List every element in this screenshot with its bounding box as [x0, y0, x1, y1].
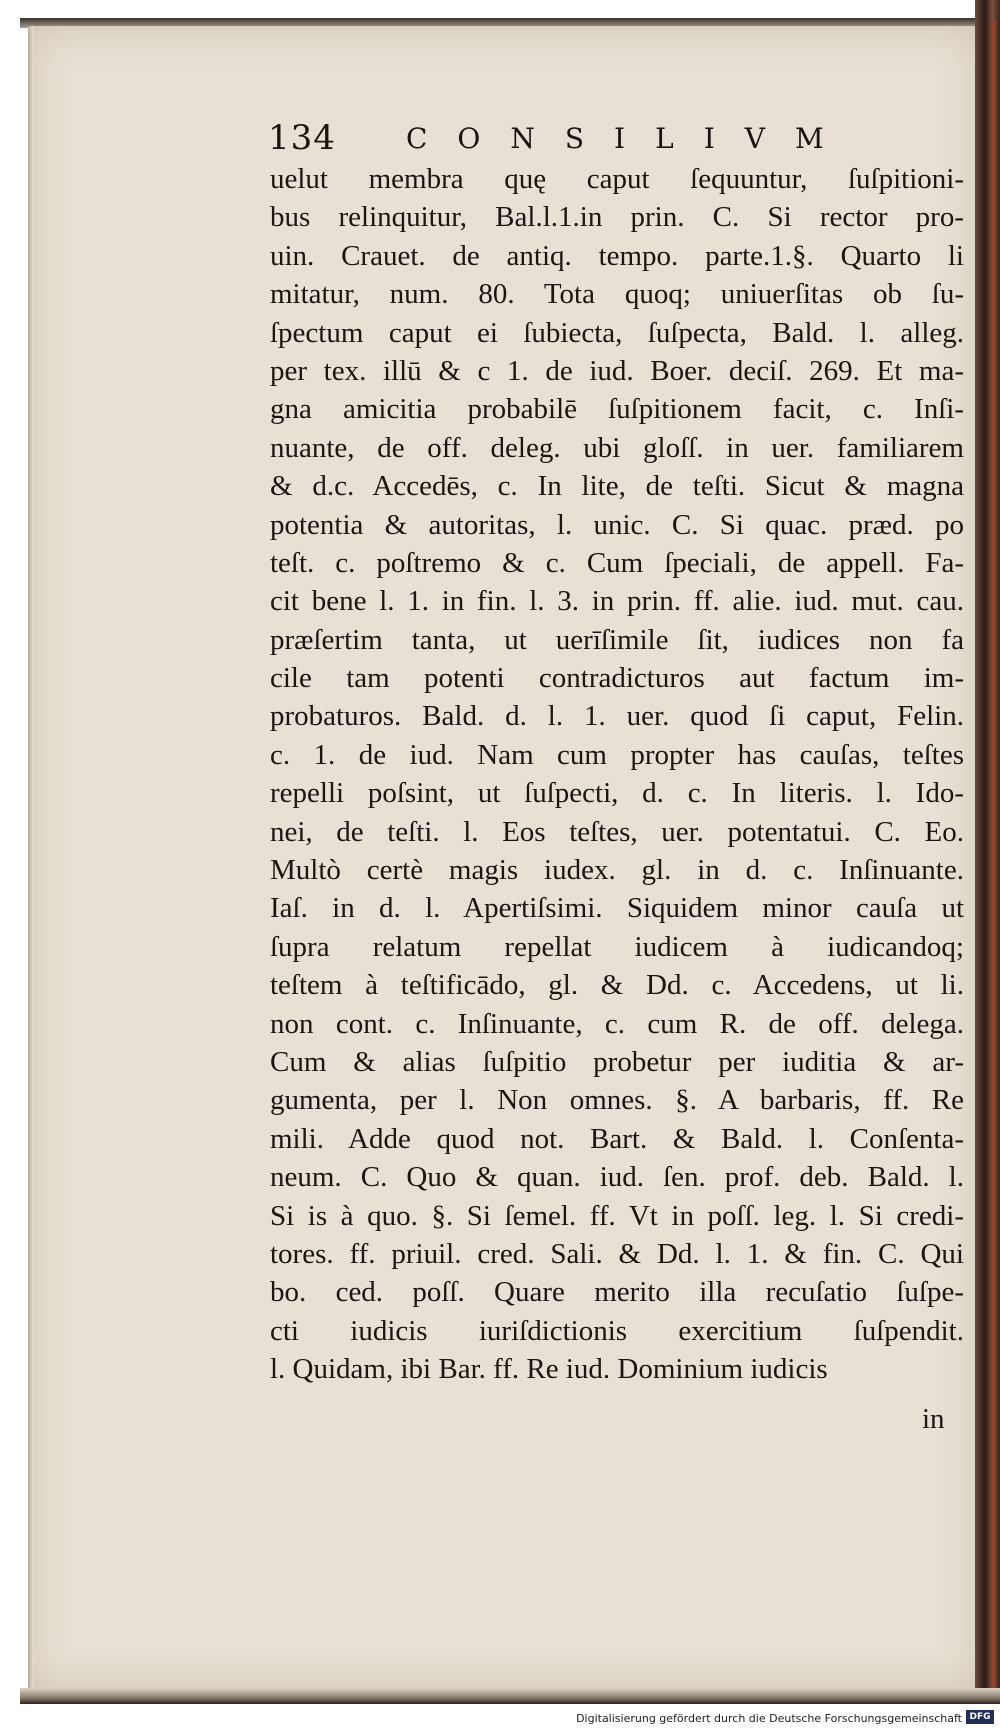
text-line: ſpectum caput ei ſubiecta, ſuſpecta, Bald. l. alleg. [270, 316, 964, 349]
text-line: uin. Crauet. de antiq. tempo. parte.1.§. Quarto li [270, 239, 964, 272]
text-line: non cont. c. Inſinuante, c. cum R. de off. delega. [270, 1007, 964, 1040]
text-line: cile tam potenti contradicturos aut factum im- [270, 662, 964, 695]
text-line: per tex. illū & c 1. de iud. Boer. deciſ. 269. Et ma- [270, 354, 964, 387]
text-line: uelut membra quę caput ſequuntur, ſuſpitioni- [270, 163, 964, 195]
digitization-credit: Digitalisierung gefördert durch die Deutsche Forschungsgemeinschaft [576, 1712, 962, 1725]
text-line: teſt. c. poſtremo & c. Cum ſpeciali, de appell. Fa- [270, 546, 964, 579]
text-line: Iaſ. in d. l. Apertiſsimi. Siquidem minor cauſa ut [270, 892, 964, 925]
text-line: mitatur, num. 80. Tota quoq; uniuerſitas ob ſu- [270, 278, 964, 311]
text-line: Si is à quo. §. Si ſemel. ff. Vt in poſſ. leg. l. Si credi- [270, 1199, 964, 1232]
text-line: l. Quidam, ibi Bar. ff. Re iud. Dominium iudicis [270, 1353, 828, 1386]
text-line: præſertim tanta, ut uerīſimile ſit, iudices non fa [270, 623, 964, 656]
text-line: c. 1. de iud. Nam cum propter has cauſas, teſtes [270, 738, 964, 771]
text-line: bo. ced. poſſ. Quare merito illa recuſatio ſuſpe- [270, 1276, 964, 1309]
page-left-edge [28, 26, 34, 1690]
text-line: teſtem à teſtificādo, gl. & Dd. c. Accedens, ut li. [270, 969, 964, 1002]
text-line: Cum & alias ſuſpitio probetur per iuditia & ar- [270, 1045, 964, 1078]
text-line: repelli poſsint, ut ſuſpecti, d. c. In literis. l. Ido- [270, 777, 964, 810]
text-line: ſupra relatum repellat iudicem à iudicandoq; [270, 930, 964, 963]
book-spine [975, 0, 1000, 1700]
body-text [270, 160, 970, 1389]
text-line: nei, de teſti. l. Eos teſtes, uer. potentatui. C. Eo. [270, 815, 964, 848]
text-line: gna amicitia probabilē ſuſpitionem facit, c. Inſi- [270, 393, 964, 426]
dfg-logo: DFG [966, 1710, 994, 1724]
running-head [268, 118, 868, 158]
page-number: 134 [268, 118, 336, 158]
text-line: & d.c. Accedēs, c. In lite, de teſti. Sicut & magna [270, 470, 964, 503]
running-head-title: CONSILIVM [406, 122, 854, 155]
text-line: cti iudicis iuriſdictionis exercitium ſuſpendit. [270, 1314, 964, 1347]
text-line: mili. Adde quod not. Bart. & Bald. l. Conſenta- [270, 1122, 964, 1155]
text-line: tores. ff. priuil. cred. Sali. & Dd. l. 1. & fin. C. Qui [270, 1237, 964, 1270]
page-bottom-edge [20, 1688, 1000, 1704]
text-line: Multò certè magis iudex. gl. in d. c. Inſinuante. [270, 854, 964, 887]
text-line: potentia & autoritas, l. unic. C. Si quac. præd. po [270, 508, 964, 541]
text-line: probaturos. Bald. d. l. 1. uer. quod ſi caput, Felin. [270, 700, 964, 733]
spine-red-edge [992, 20, 996, 1700]
catchword: in [922, 1403, 945, 1435]
text-line: neum. C. Quo & quan. iud. ſen. prof. deb. Bald. l. [270, 1161, 964, 1194]
text-line: nuante, de off. deleg. ubi gloſſ. in uer. familiarem [270, 431, 964, 464]
text-line: gumenta, per l. Non omnes. §. A barbaris, ff. Re [270, 1084, 964, 1117]
text-line: bus relinquitur, Bal.l.1.in prin. C. Si rector pro- [270, 201, 964, 234]
text-line: cit bene l. 1. in fin. l. 3. in prin. ff. alie. iud. mut. cau. [270, 585, 964, 618]
